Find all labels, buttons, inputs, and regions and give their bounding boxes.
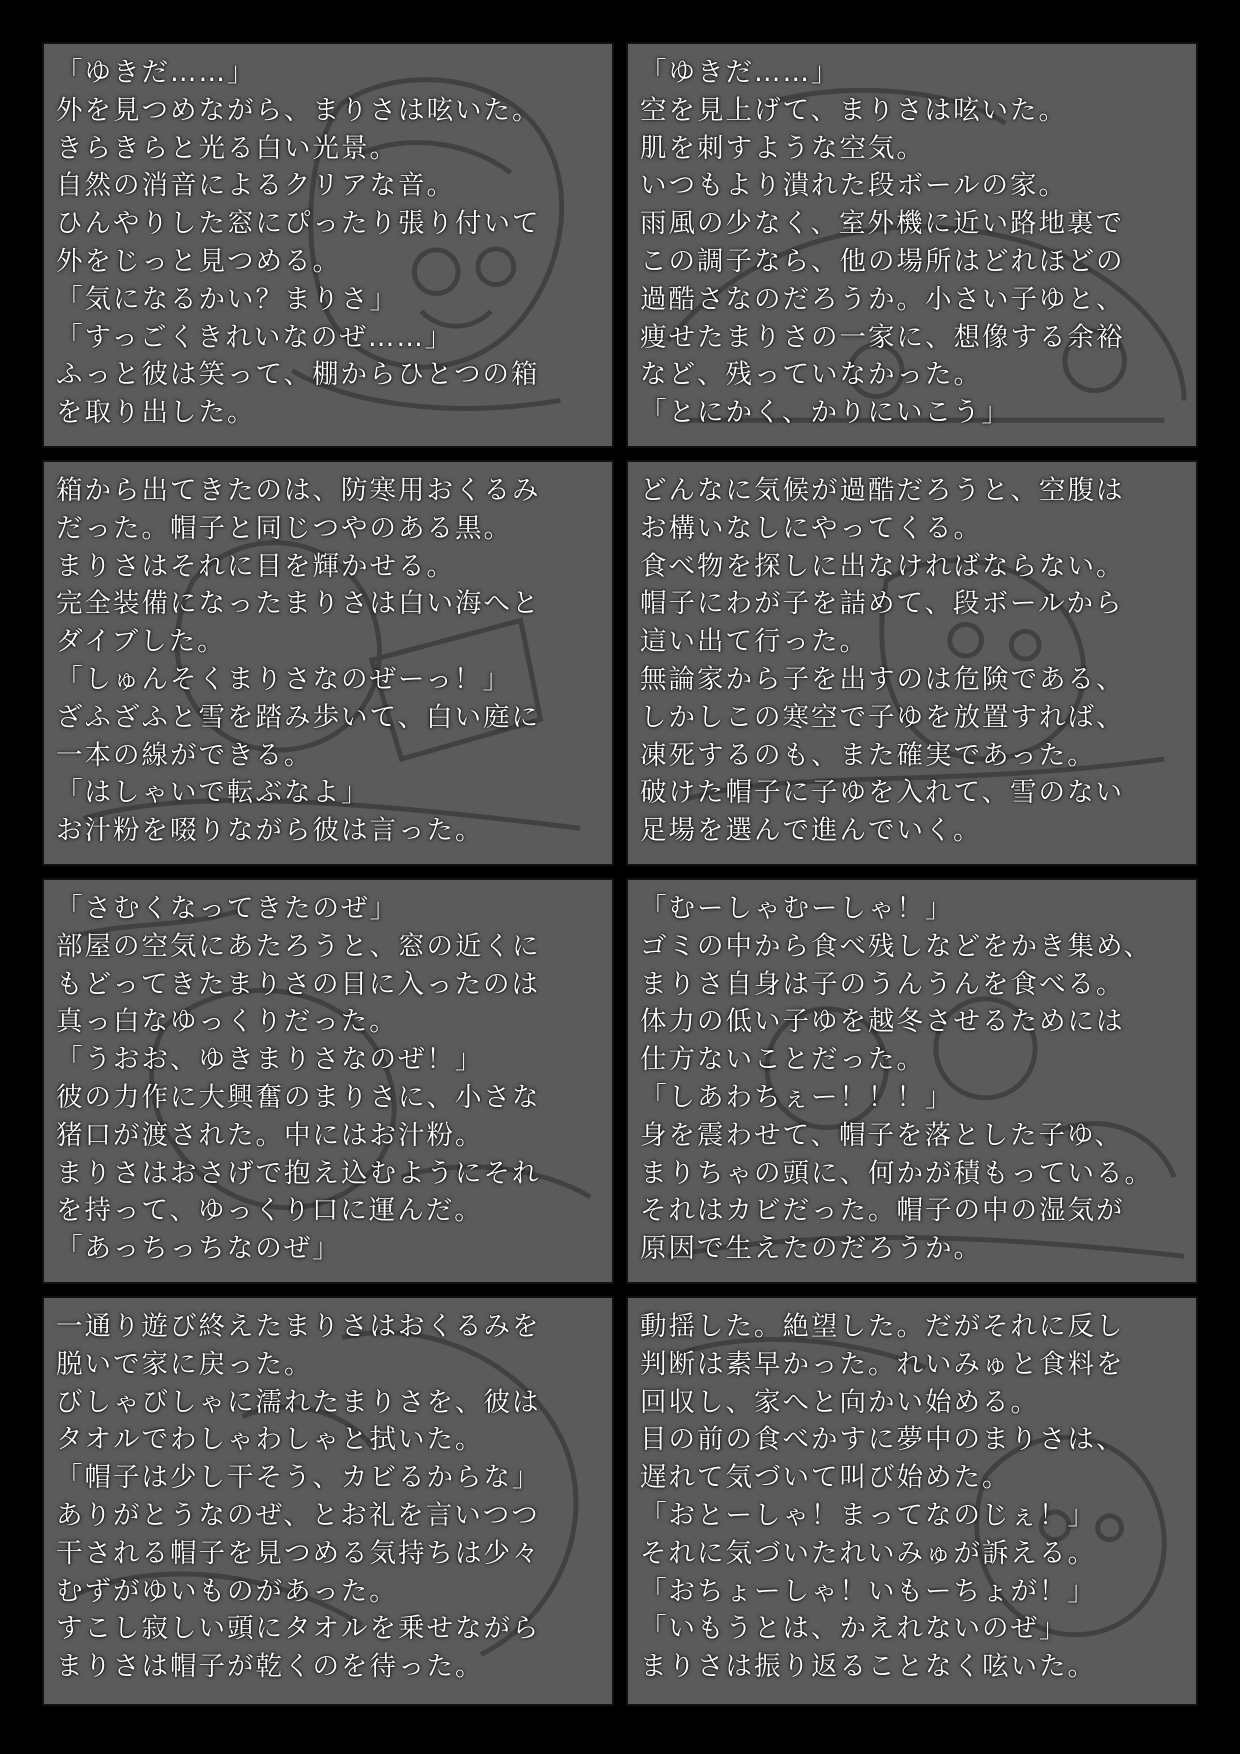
text-line: ダイブした。 <box>56 626 226 658</box>
text-line: 干される帽子を見つめる気持ちは少々 <box>56 1537 541 1569</box>
text-line: 「帽子は少し干そう、カビるからな」 <box>56 1462 541 1494</box>
narration-7 <box>44 1298 612 1686</box>
text-line: 「さむくなってきたのぜ」 <box>56 893 398 924</box>
text-line: 完全装備になったまりさは白い海へと <box>56 588 541 620</box>
text-line: 「とにかく、かりにいこう」 <box>640 397 1010 429</box>
text-line: 無論家から子を出すのは危険である、 <box>640 663 1125 695</box>
text-line: まりさ自身は子のうんうんを食べる。 <box>640 968 1125 1000</box>
text-line: 雨風の少なく、室外機に近い路地裏で <box>640 208 1124 240</box>
text-line: それはカビだった。帽子の中の湿気が <box>640 1195 1125 1227</box>
text-line: 目の前の食べかすに夢中のまりさは、 <box>640 1424 1125 1456</box>
text-line: どんなに気候が過酷だろうと、空腹は <box>640 475 1125 506</box>
text-line: 外を見つめながら、まりさは呟いた。 <box>56 94 541 126</box>
text-line: 自然の消音によるクリアな音。 <box>56 170 455 202</box>
narration-3 <box>44 462 612 850</box>
text-line: 一通り遊び終えたまりさはおくるみを <box>56 1311 541 1342</box>
text-line: 判断は素早かった。れいみゅと食料を <box>640 1348 1125 1380</box>
panel-3 <box>42 460 614 866</box>
text-line: 破けた帽子に子ゆを入れて、雪のない <box>640 777 1124 809</box>
text-line: 「いもうとは、かえれないのぜ」 <box>640 1613 1068 1645</box>
text-line: 一本の線ができる。 <box>56 739 313 771</box>
text-line: 過酷さなのだろうか。小さい子ゆと、 <box>640 283 1125 315</box>
text-line: 外をじっと見つめる。 <box>56 245 341 277</box>
text-line: この調子なら、他の場所はどれほどの <box>640 245 1125 277</box>
text-line: 「むーしゃむーしゃ！」 <box>640 893 954 924</box>
text-line: ゴミの中から食べ残しなどをかき集め、 <box>640 930 1152 962</box>
text-line: 「ゆきだ……」 <box>56 57 256 88</box>
text-line: いつもより潰れた段ボールの家。 <box>640 170 1067 202</box>
text-line: むずがゆいものがあった。 <box>56 1575 398 1607</box>
text-line: 猪口が渡された。中にはお汁粉。 <box>56 1119 484 1151</box>
text-line: 「しあわちぇー！！！」 <box>640 1081 954 1113</box>
text-line: 空を見上げて、まりさは呟いた。 <box>640 94 1067 126</box>
text-line: 体力の低い子ゆを越冬させるためには <box>640 1006 1125 1038</box>
text-line: びしゃびしゃに濡れたまりさを、彼は <box>56 1386 541 1418</box>
text-line: 動揺した。絶望した。だがそれに反し <box>640 1311 1125 1342</box>
panel-8 <box>626 1296 1198 1706</box>
text-line: 「すっごくきれいなのぜ……」 <box>56 321 454 353</box>
text-line: 回収し、家へと向かい始める。 <box>640 1386 1039 1418</box>
text-line: 痩せたまりさの一家に、想像する余裕 <box>640 321 1125 353</box>
panel-grid <box>42 42 1198 1706</box>
panel-7 <box>42 1296 614 1706</box>
text-line: まりさは帽子が乾くのを待った。 <box>56 1651 484 1683</box>
text-line: だった。帽子と同じつやのある黒。 <box>56 512 512 544</box>
panel-5 <box>42 878 614 1284</box>
text-line: しかしこの寒空で子ゆを放置すれば、 <box>640 701 1125 733</box>
narration-5 <box>44 880 612 1268</box>
text-line: 身を震わせて、帽子を落とした子ゆ、 <box>640 1119 1123 1151</box>
text-line: 「うおお、ゆきまりさなのぜ！」 <box>56 1044 484 1076</box>
text-line: 脱いで家に戻った。 <box>56 1348 313 1380</box>
narration-1 <box>44 44 612 432</box>
text-line: まりさはおさげで抱え込むようにそれ <box>56 1157 541 1189</box>
text-line: 「おとーしゃ！まってなのじぇ！」 <box>640 1499 1096 1531</box>
text-line: を持って、ゆっくり口に運んだ。 <box>56 1195 483 1227</box>
text-line: すこし寂しい頭にタオルを乗せながら <box>56 1613 541 1645</box>
text-line: 這い出て行った。 <box>640 626 868 658</box>
text-line: まりちゃの頭に、何かが積もっている。 <box>640 1157 1153 1189</box>
text-line: お構いなしにやってくる。 <box>640 512 982 544</box>
text-line: それに気づいたれいみゅが訴える。 <box>640 1537 1096 1569</box>
text-line: 凍死するのも、また確実であった。 <box>640 739 1096 771</box>
text-line: ふっと彼は笑って、棚からひとつの箱 <box>56 359 540 391</box>
text-line: 「ゆきだ……」 <box>640 57 840 88</box>
text-line: 「あっちっちなのぜ」 <box>56 1233 341 1265</box>
text-line: まりさはそれに目を輝かせる。 <box>56 550 455 582</box>
text-line: お汁粉を啜りながら彼は言った。 <box>56 815 484 847</box>
text-line: 箱から出てきたのは、防寒用おくるみ <box>56 475 541 506</box>
narration-4 <box>628 462 1196 850</box>
text-line: きらきらと光る白い光景。 <box>56 132 398 164</box>
text-line: ざふざふと雪を踏み歩いて、白い庭に <box>56 701 540 733</box>
text-line: 肌を刺すような空気。 <box>640 132 925 164</box>
text-line: を取り出した。 <box>56 397 256 429</box>
panel-4 <box>626 460 1198 866</box>
text-line: ありがとうなのぜ、とお礼を言いつつ <box>56 1499 540 1531</box>
text-line: 食べ物を探しに出なければならない。 <box>640 550 1125 582</box>
text-line: 「しゅんそくまりさなのぜーっ！」 <box>56 663 511 695</box>
text-line: 遅れて気づいて叫び始めた。 <box>640 1462 1011 1494</box>
panel-2 <box>626 42 1198 448</box>
panel-6 <box>626 878 1198 1284</box>
text-line: 仕方ないことだった。 <box>640 1044 925 1076</box>
text-line: ひんやりした窓にぴったり張り付いて <box>56 208 541 240</box>
text-line: 部屋の空気にあたろうと、窓の近くに <box>56 930 541 962</box>
narration-8 <box>628 1298 1196 1686</box>
text-line: 彼の力作に大興奮のまりさに、小さな <box>56 1081 541 1113</box>
narration-6 <box>628 880 1196 1268</box>
text-line: 足場を選んで進んでいく。 <box>640 815 982 847</box>
narration-2 <box>628 44 1196 432</box>
text-line: もどってきたまりさの目に入ったのは <box>56 968 540 1000</box>
text-line: 「おちょーしゃ！いもーちょが！」 <box>640 1575 1096 1607</box>
text-line: 「はしゃいで転ぶなよ」 <box>56 777 370 809</box>
text-line: まりさは振り返ることなく呟いた。 <box>640 1651 1096 1683</box>
text-line: タオルでわしゃわしゃと拭いた。 <box>56 1424 484 1456</box>
text-line: 原因で生えたのだろうか。 <box>640 1233 982 1265</box>
text-line: など、残っていなかった。 <box>640 359 982 391</box>
text-line: 「気になるかい？まりさ」 <box>56 283 398 315</box>
text-line: 真っ白なゆっくりだった。 <box>56 1006 398 1038</box>
panel-1 <box>42 42 614 448</box>
text-line: 帽子にわが子を詰めて、段ボールから <box>640 588 1124 620</box>
